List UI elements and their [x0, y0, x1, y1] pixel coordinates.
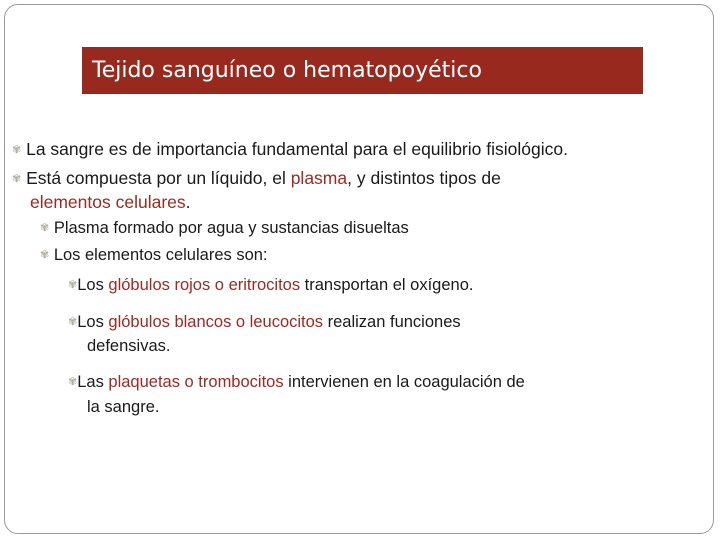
bullet-text-end: la sangre. — [87, 398, 160, 416]
bullet-text: La sangre es de importancia fundamental para el equilibrio fisiológico. — [26, 139, 568, 159]
highlight-term-globulos-rojos: glóbulos rojos o eritrocitos — [108, 276, 301, 294]
sub-bullet-item-2 — [40, 246, 268, 265]
bullet-item-2-line2 — [30, 192, 191, 213]
highlight-term-globulos-blancos: glóbulos blancos o leucocitos — [108, 313, 324, 331]
ornament-bullet-icon: ✾ — [68, 315, 78, 328]
ornament-bullet-icon: ✾ — [40, 221, 50, 234]
sub-sub-bullet-item-3-line2 — [87, 398, 159, 417]
bullet-text: Los elementos celulares son: — [53, 246, 268, 264]
sub-sub-bullet-item-2 — [68, 313, 461, 332]
bullet-text: Está compuesta por un líquido, el — [26, 168, 291, 188]
sub-bullet-item-1 — [40, 219, 409, 238]
sub-sub-bullet-item-3 — [68, 373, 525, 392]
bullet-text-end: . — [185, 192, 191, 212]
bullet-text: Las — [77, 373, 109, 391]
bullet-text: Los — [77, 313, 109, 331]
highlight-term-plaquetas: plaquetas o trombocitos — [108, 373, 284, 391]
highlight-term-elementos: elementos celulares — [30, 192, 186, 212]
sub-sub-bullet-item-1 — [68, 276, 473, 295]
bullet-item-1 — [12, 139, 568, 160]
bullet-text: Los — [77, 276, 109, 294]
bullet-text-cont: realizan funciones — [323, 313, 461, 331]
ornament-bullet-icon: ✾ — [12, 143, 22, 156]
bullet-text: Plasma formado por agua y sustancias disueltas — [53, 219, 409, 237]
slide-title: Tejido sanguíneo o hematopoyético — [82, 47, 643, 94]
sub-sub-bullet-item-2-line2 — [87, 337, 170, 356]
highlight-term-plasma: plasma — [290, 168, 348, 188]
bullet-text-end: defensivas. — [87, 337, 171, 355]
bullet-text-cont: intervienen en la coagulación de — [283, 373, 525, 391]
bullet-text-cont: transportan el oxígeno. — [300, 276, 474, 294]
bullet-text-cont: , y distintos tipos de — [347, 168, 501, 188]
ornament-bullet-icon: ✾ — [68, 278, 78, 291]
bullet-item-2 — [12, 168, 501, 189]
ornament-bullet-icon: ✾ — [12, 172, 22, 185]
ornament-bullet-icon: ✾ — [40, 248, 50, 261]
ornament-bullet-icon: ✾ — [68, 375, 78, 388]
